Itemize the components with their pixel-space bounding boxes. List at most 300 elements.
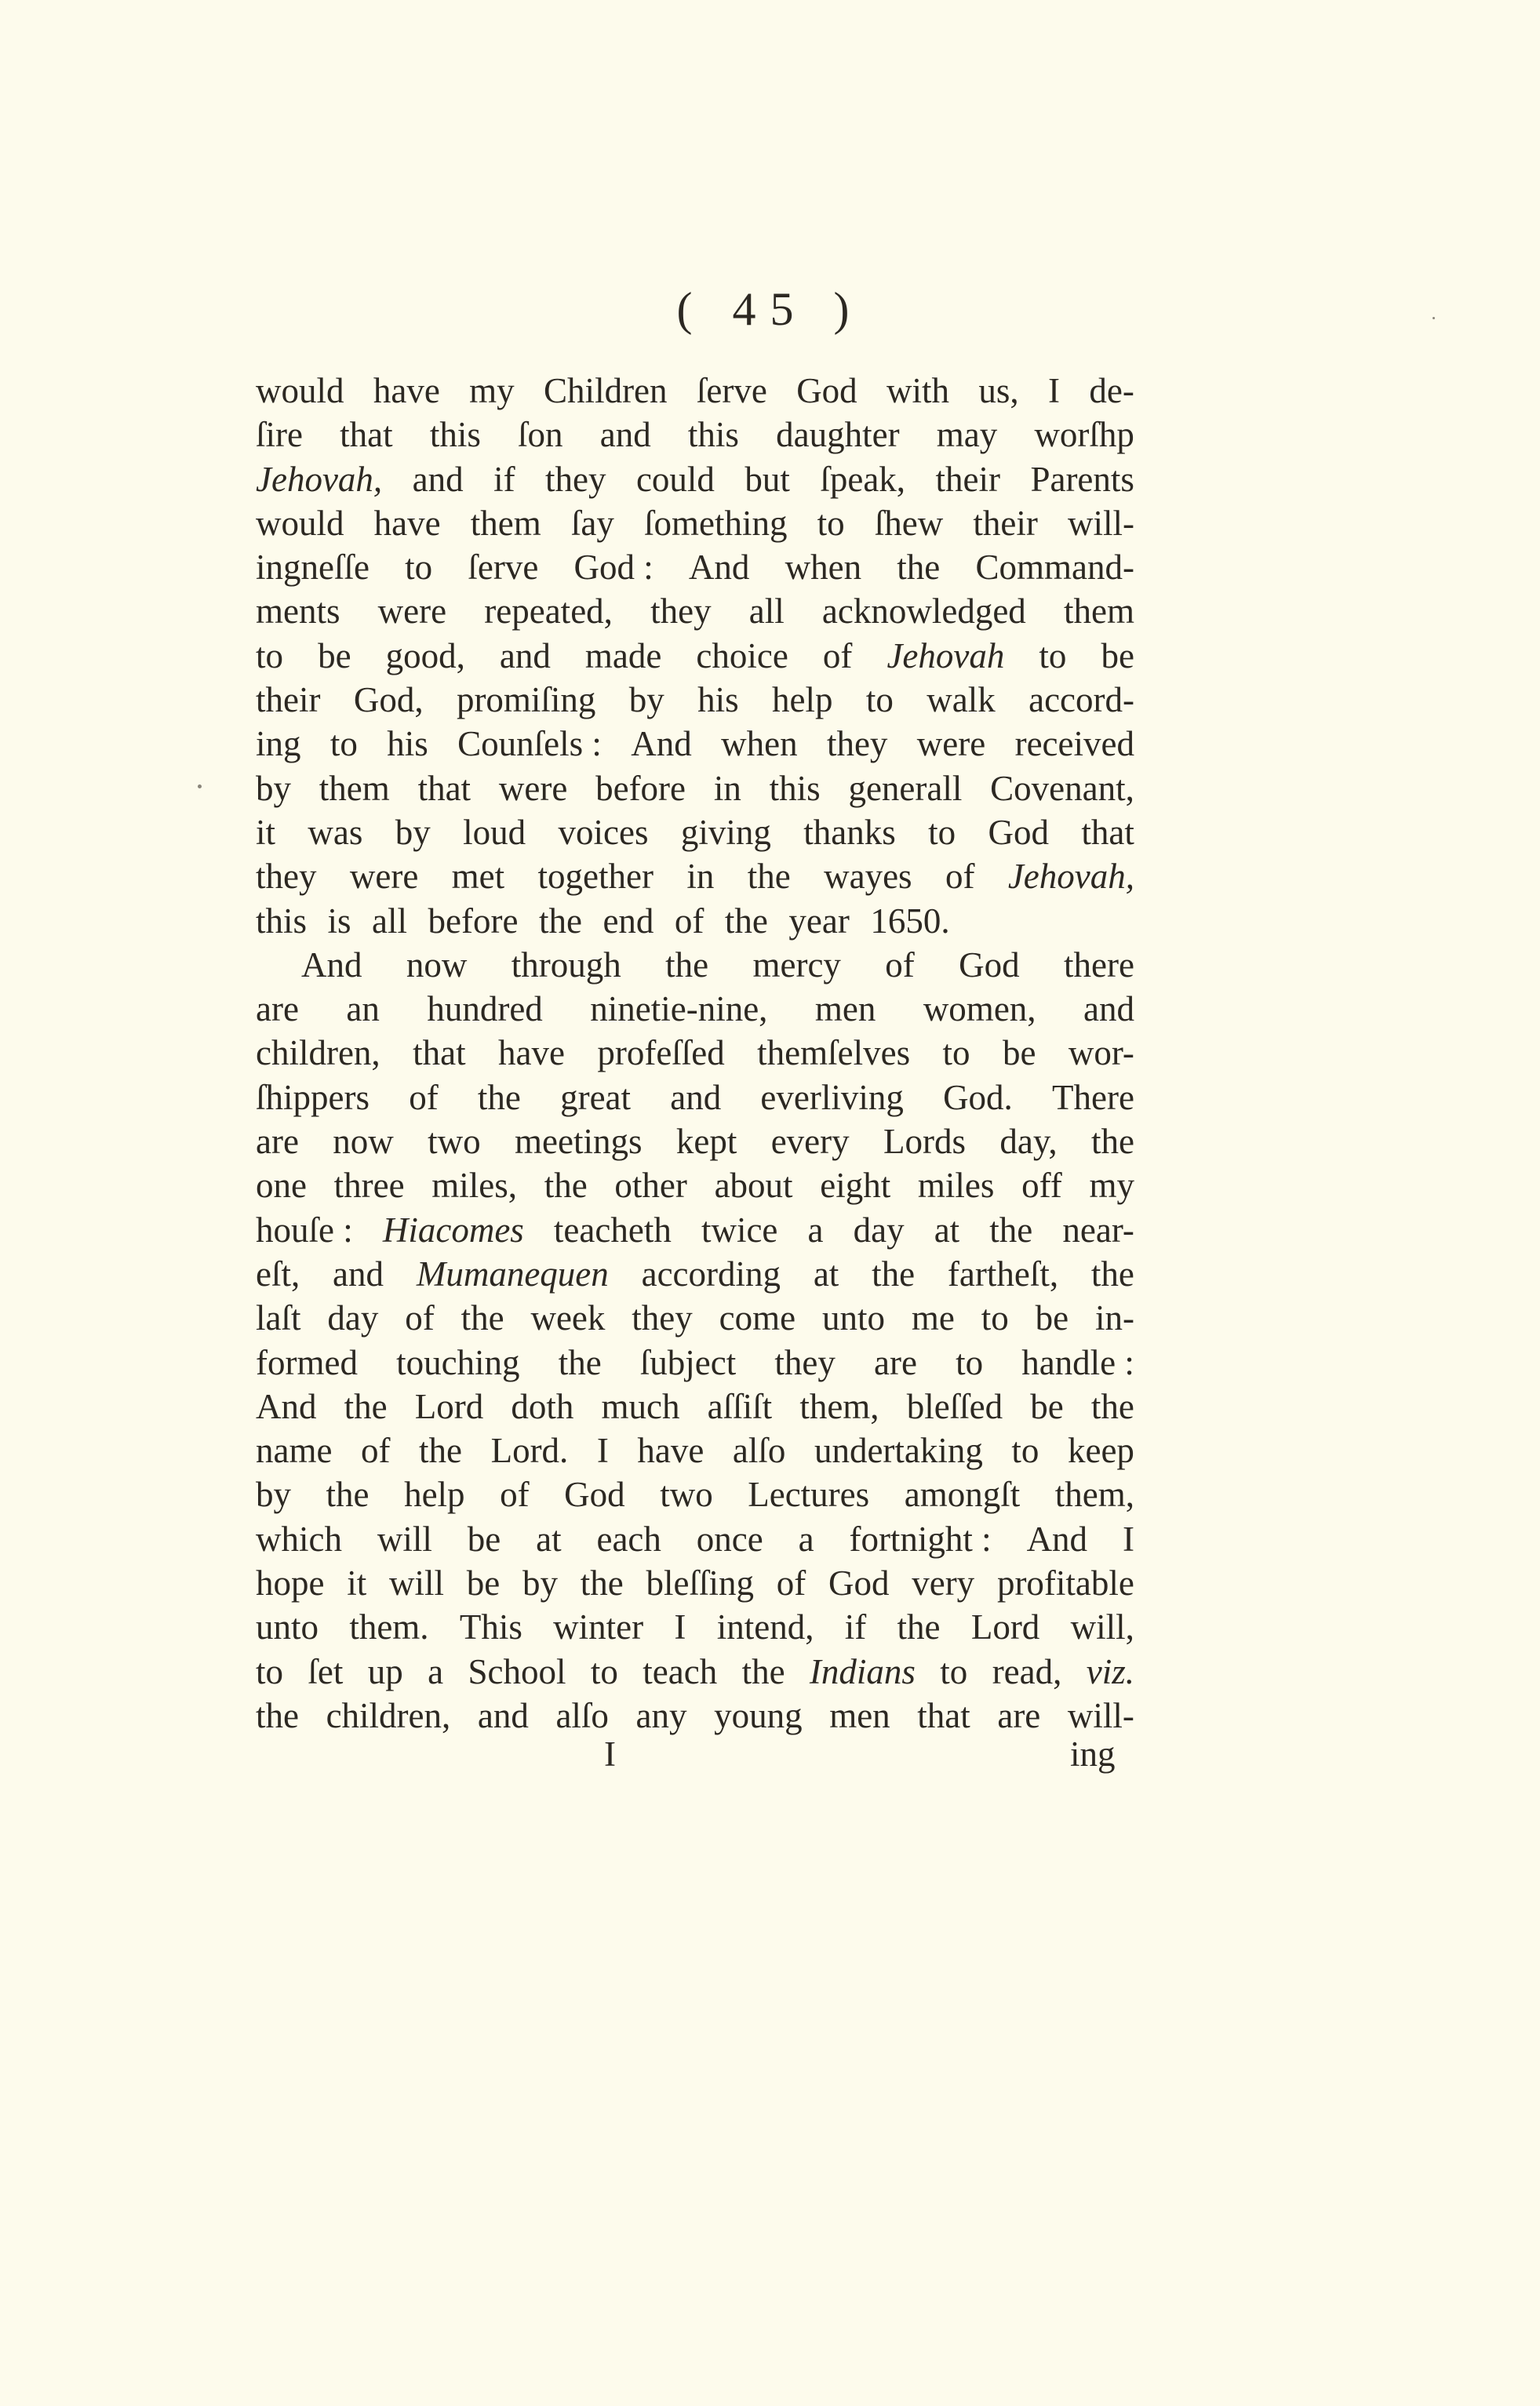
word: be xyxy=(1101,635,1134,675)
word: promiſing xyxy=(456,680,596,720)
word: is xyxy=(327,901,351,941)
text-line xyxy=(256,1031,1134,1075)
word: God xyxy=(564,1475,625,1515)
word: wor- xyxy=(1068,1033,1134,1073)
word: Hiacomes xyxy=(382,1210,524,1250)
word: in xyxy=(686,857,715,897)
word: will xyxy=(377,1519,432,1559)
text-line xyxy=(256,1296,1134,1340)
word: read, xyxy=(992,1651,1062,1691)
word: Covenant, xyxy=(990,768,1134,808)
word: Children xyxy=(544,371,668,410)
word: to xyxy=(865,680,894,720)
word: they xyxy=(256,857,317,897)
word: were xyxy=(916,724,986,764)
word: in- xyxy=(1094,1298,1134,1338)
word: unto xyxy=(821,1298,885,1338)
word: the xyxy=(665,945,709,985)
word: and xyxy=(599,415,651,455)
word: two xyxy=(660,1475,713,1515)
word: Jehovah, xyxy=(256,459,383,499)
word: to xyxy=(256,1651,284,1691)
word: and xyxy=(1083,989,1134,1029)
word: God xyxy=(959,945,1020,985)
word: two xyxy=(428,1122,481,1162)
word: houſe : xyxy=(256,1210,353,1250)
word: ninetie-nine, xyxy=(590,989,768,1029)
signature-mark: I xyxy=(604,1734,616,1774)
word: the xyxy=(477,1077,521,1117)
word: God, xyxy=(353,680,424,720)
word: his xyxy=(697,680,739,720)
word: once xyxy=(696,1519,763,1559)
word: There xyxy=(1052,1077,1134,1117)
word: generall xyxy=(848,768,963,808)
word: I xyxy=(674,1607,686,1647)
word: year xyxy=(788,901,850,941)
word: that xyxy=(417,768,471,808)
word: have xyxy=(373,503,441,543)
word: School xyxy=(468,1651,566,1691)
text-line xyxy=(256,1605,1134,1649)
text-line xyxy=(256,899,1134,943)
word: God. xyxy=(943,1077,1013,1117)
word: have xyxy=(497,1033,565,1073)
word: come xyxy=(719,1298,796,1338)
word: my xyxy=(1089,1166,1134,1206)
word: my xyxy=(469,371,515,410)
word: at xyxy=(813,1254,839,1294)
word: his xyxy=(387,724,428,764)
word: themſelves xyxy=(757,1033,911,1073)
text-line xyxy=(256,1694,1134,1738)
word: by xyxy=(256,768,291,808)
word: intend, xyxy=(716,1607,814,1647)
text-line xyxy=(256,987,1134,1031)
word: ſet xyxy=(308,1651,344,1691)
text-line xyxy=(256,634,1134,678)
text-line xyxy=(256,545,1134,589)
word: could xyxy=(635,459,715,499)
word: good, xyxy=(385,635,465,675)
word: which xyxy=(256,1519,342,1559)
word: ſhew xyxy=(874,503,944,543)
word: them, xyxy=(1054,1475,1134,1515)
word: will xyxy=(389,1563,445,1603)
word: they xyxy=(632,1298,693,1338)
word: miles, xyxy=(431,1166,518,1206)
word: viz. xyxy=(1086,1651,1134,1691)
word: laſt xyxy=(256,1298,301,1338)
word: but xyxy=(745,459,790,499)
word: to xyxy=(256,635,284,675)
word: Lord. xyxy=(490,1431,569,1471)
word: all xyxy=(372,901,408,941)
word: their xyxy=(973,503,1038,543)
word: the xyxy=(461,1298,504,1338)
paper-speck xyxy=(1433,317,1435,319)
word: by xyxy=(395,812,431,852)
word: undertaking xyxy=(814,1431,983,1471)
word: the xyxy=(897,548,941,588)
word: to xyxy=(405,548,433,588)
word: was xyxy=(308,812,363,852)
word: profeſſed xyxy=(597,1033,725,1073)
word: the xyxy=(747,857,791,897)
word: it xyxy=(256,812,276,852)
word: the xyxy=(419,1431,463,1471)
text-line xyxy=(256,854,1134,898)
word: Command- xyxy=(975,548,1134,588)
word: that xyxy=(340,415,393,455)
word: help xyxy=(404,1475,465,1515)
word: the xyxy=(724,901,768,941)
word: their xyxy=(935,459,1000,499)
word: them xyxy=(319,768,390,808)
word: them. xyxy=(349,1607,429,1647)
word: ſhippers xyxy=(256,1077,370,1117)
word: very xyxy=(912,1563,975,1603)
word: the xyxy=(344,1386,388,1426)
word: choice xyxy=(696,635,788,675)
word: of xyxy=(409,1077,439,1117)
text-line xyxy=(256,1252,1134,1296)
text-line xyxy=(256,1385,1134,1429)
word: walk xyxy=(927,680,996,720)
word: repeated, xyxy=(484,591,613,632)
word: end xyxy=(603,901,654,941)
word: fortnight : xyxy=(849,1519,992,1559)
word: this xyxy=(769,768,821,808)
word: ſay xyxy=(570,503,614,543)
word: at xyxy=(934,1210,960,1250)
word: a xyxy=(807,1210,824,1250)
word: of xyxy=(500,1475,530,1515)
word: and xyxy=(499,635,551,675)
word: will- xyxy=(1068,503,1134,543)
word: thanks xyxy=(803,812,896,852)
word: great xyxy=(560,1077,632,1117)
word: And xyxy=(256,1386,317,1426)
word: and xyxy=(412,459,464,499)
word: if xyxy=(844,1607,867,1647)
word: fartheſt, xyxy=(947,1254,1059,1294)
word: mercy xyxy=(752,945,841,985)
word: the xyxy=(897,1607,941,1647)
word: this xyxy=(256,901,308,941)
word: in xyxy=(713,768,741,808)
word: an xyxy=(346,989,380,1029)
word: And xyxy=(1026,1519,1088,1559)
word: and xyxy=(477,1695,529,1735)
word: the xyxy=(256,1695,299,1735)
word: be xyxy=(1030,1386,1064,1426)
word: teacheth xyxy=(553,1210,672,1250)
word: to xyxy=(1039,635,1067,675)
word: I xyxy=(1122,1519,1134,1559)
text-line xyxy=(256,1561,1134,1605)
word: giving xyxy=(680,812,771,852)
word: of xyxy=(945,857,975,897)
word: them xyxy=(470,503,541,543)
word: And xyxy=(631,724,692,764)
word: hundred xyxy=(427,989,543,1029)
word: near- xyxy=(1062,1210,1134,1250)
word: God xyxy=(828,1563,890,1603)
word: before xyxy=(595,768,686,808)
word: much xyxy=(601,1386,680,1426)
word: alſo xyxy=(555,1695,609,1735)
word: alſo xyxy=(732,1431,786,1471)
word: eſt, xyxy=(256,1254,300,1294)
word: acknowledged xyxy=(821,591,1026,632)
text-line xyxy=(256,1472,1134,1516)
word: handle : xyxy=(1021,1342,1134,1382)
word: And xyxy=(688,548,750,588)
paper-speck xyxy=(198,784,202,788)
word: the xyxy=(741,1651,785,1691)
word: off xyxy=(1021,1166,1062,1206)
word: teach xyxy=(643,1651,718,1691)
word: their xyxy=(256,680,321,720)
word: ſpeak, xyxy=(820,459,906,499)
word: I xyxy=(1048,371,1061,410)
text-line xyxy=(256,501,1134,545)
word: have xyxy=(637,1431,704,1471)
word: And xyxy=(301,945,362,985)
word: according xyxy=(641,1254,781,1294)
word: voices xyxy=(558,812,649,852)
word: formed xyxy=(256,1342,358,1382)
word: to xyxy=(928,812,956,852)
word: that xyxy=(1081,812,1134,852)
word: made xyxy=(584,635,662,675)
word: they xyxy=(826,724,888,764)
word: touching xyxy=(396,1342,520,1382)
word: God xyxy=(796,371,857,410)
word: Lords xyxy=(883,1122,966,1162)
word: will- xyxy=(1067,1695,1134,1735)
word: meetings xyxy=(515,1122,643,1162)
word: name xyxy=(256,1431,333,1471)
word: be xyxy=(1035,1298,1069,1338)
word: each xyxy=(596,1519,661,1559)
word: be xyxy=(467,1519,501,1559)
word: the xyxy=(989,1210,1033,1250)
word: unto xyxy=(256,1607,319,1647)
word: by xyxy=(256,1475,291,1515)
word: children, xyxy=(256,1033,380,1073)
word: ingneſſe xyxy=(256,548,370,588)
word: be xyxy=(466,1563,501,1603)
word: any xyxy=(635,1695,687,1735)
word: were xyxy=(498,768,568,808)
word: with xyxy=(887,371,950,410)
text-line xyxy=(256,1650,1134,1694)
word: ſubject xyxy=(639,1342,737,1382)
word: I xyxy=(596,1431,609,1471)
word: that xyxy=(413,1033,466,1073)
text-line xyxy=(256,943,1134,987)
word: one xyxy=(256,1166,307,1206)
word: profitable xyxy=(996,1563,1134,1603)
word: to xyxy=(1011,1431,1039,1471)
word: amongſt xyxy=(904,1475,1021,1515)
word: all xyxy=(748,591,785,632)
word: miles xyxy=(917,1166,995,1206)
word: by xyxy=(628,680,664,720)
text-line xyxy=(256,810,1134,854)
word: the xyxy=(558,1342,602,1382)
word: doth xyxy=(511,1386,574,1426)
page-number: ( 45 ) xyxy=(676,283,864,335)
word: through xyxy=(511,945,621,985)
word: they xyxy=(545,459,606,499)
word: of xyxy=(405,1298,435,1338)
word: worſhp xyxy=(1034,415,1134,455)
body-text xyxy=(256,369,1134,1738)
word: before xyxy=(428,901,519,941)
word: the xyxy=(326,1475,370,1515)
word: Jehovah, xyxy=(1007,857,1134,897)
word: ſerve xyxy=(468,548,539,588)
word: women, xyxy=(923,989,1036,1029)
word: Counſels : xyxy=(457,724,602,764)
word: week xyxy=(530,1298,606,1338)
word: have xyxy=(373,371,440,410)
word: twice xyxy=(701,1210,778,1250)
word: day xyxy=(853,1210,905,1250)
word: will, xyxy=(1070,1607,1134,1647)
word: now xyxy=(333,1122,394,1162)
word: a xyxy=(428,1651,444,1691)
word: there xyxy=(1064,945,1134,985)
word: loud xyxy=(463,812,526,852)
word: up xyxy=(367,1651,403,1691)
word: winter xyxy=(553,1607,644,1647)
word: ments xyxy=(256,591,340,632)
word: Lectures xyxy=(748,1475,870,1515)
word: about xyxy=(714,1166,793,1206)
word: young xyxy=(714,1695,803,1735)
word: daughter xyxy=(776,415,900,455)
word: three xyxy=(333,1166,405,1206)
text-line xyxy=(256,1429,1134,1472)
word: if xyxy=(493,459,515,499)
word: Lord xyxy=(414,1386,484,1426)
word: God xyxy=(988,812,1050,852)
word: are xyxy=(997,1695,1041,1735)
word: ing xyxy=(256,724,301,764)
text-line xyxy=(256,1517,1134,1561)
word: aſſiſt xyxy=(707,1386,773,1426)
word: to xyxy=(940,1651,968,1691)
text-line xyxy=(256,1076,1134,1119)
word: and xyxy=(670,1077,722,1117)
word: the xyxy=(580,1563,624,1603)
word: Lord xyxy=(970,1607,1040,1647)
word: they xyxy=(774,1342,836,1382)
word: ſon xyxy=(518,415,563,455)
word: to xyxy=(329,724,358,764)
word: This xyxy=(459,1607,522,1647)
word: would xyxy=(256,371,344,410)
word: Indians xyxy=(809,1651,916,1691)
text-line xyxy=(256,589,1134,633)
word: of xyxy=(822,635,853,675)
word: everliving xyxy=(760,1077,904,1117)
word: and xyxy=(333,1254,384,1294)
word: be xyxy=(318,635,351,675)
word: now xyxy=(406,945,468,985)
word: God : xyxy=(573,548,653,588)
word: help xyxy=(772,680,833,720)
word: this xyxy=(429,415,481,455)
word: were xyxy=(377,591,447,632)
word: to xyxy=(590,1651,618,1691)
word: are xyxy=(874,1342,917,1382)
word: of xyxy=(674,901,704,941)
word: day, xyxy=(999,1122,1058,1162)
word: the xyxy=(1091,1122,1134,1162)
word: Jehovah xyxy=(887,635,1005,675)
word: are xyxy=(256,1122,299,1162)
word: hope xyxy=(256,1563,325,1603)
word: to xyxy=(817,503,845,543)
word: when xyxy=(785,548,862,588)
word: the xyxy=(544,1166,588,1206)
word: a xyxy=(798,1519,814,1559)
text-line xyxy=(256,766,1134,810)
word: children, xyxy=(326,1695,451,1735)
word: would xyxy=(256,503,344,543)
word: Parents xyxy=(1030,459,1134,499)
text-line xyxy=(256,678,1134,722)
text-line xyxy=(256,722,1134,766)
word: Mumanequen xyxy=(416,1254,609,1294)
word: the xyxy=(872,1254,916,1294)
text-line xyxy=(256,369,1134,413)
word: them xyxy=(1063,591,1134,632)
word: received xyxy=(1014,724,1134,764)
word: ſerve xyxy=(696,371,767,410)
word: are xyxy=(256,989,299,1029)
text-line xyxy=(256,457,1134,501)
word: men xyxy=(814,989,876,1029)
word: be xyxy=(1002,1033,1036,1073)
word: when xyxy=(721,724,798,764)
word: bleſſing xyxy=(646,1563,754,1603)
word: the xyxy=(1090,1386,1134,1426)
text-line xyxy=(256,1341,1134,1385)
word: of xyxy=(776,1563,806,1603)
word: it xyxy=(347,1563,367,1603)
word: day xyxy=(327,1298,379,1338)
word: may xyxy=(936,415,998,455)
word: every xyxy=(770,1122,850,1162)
word: bleſſed xyxy=(906,1386,1003,1426)
word: of xyxy=(361,1431,391,1471)
word: us, xyxy=(978,371,1019,410)
word: kept xyxy=(675,1122,737,1162)
word: at xyxy=(536,1519,562,1559)
word: of xyxy=(885,945,915,985)
word: this xyxy=(687,415,739,455)
word: to xyxy=(956,1342,984,1382)
text-line xyxy=(256,1208,1134,1252)
word: ſire xyxy=(256,415,303,455)
word: the xyxy=(1090,1254,1134,1294)
